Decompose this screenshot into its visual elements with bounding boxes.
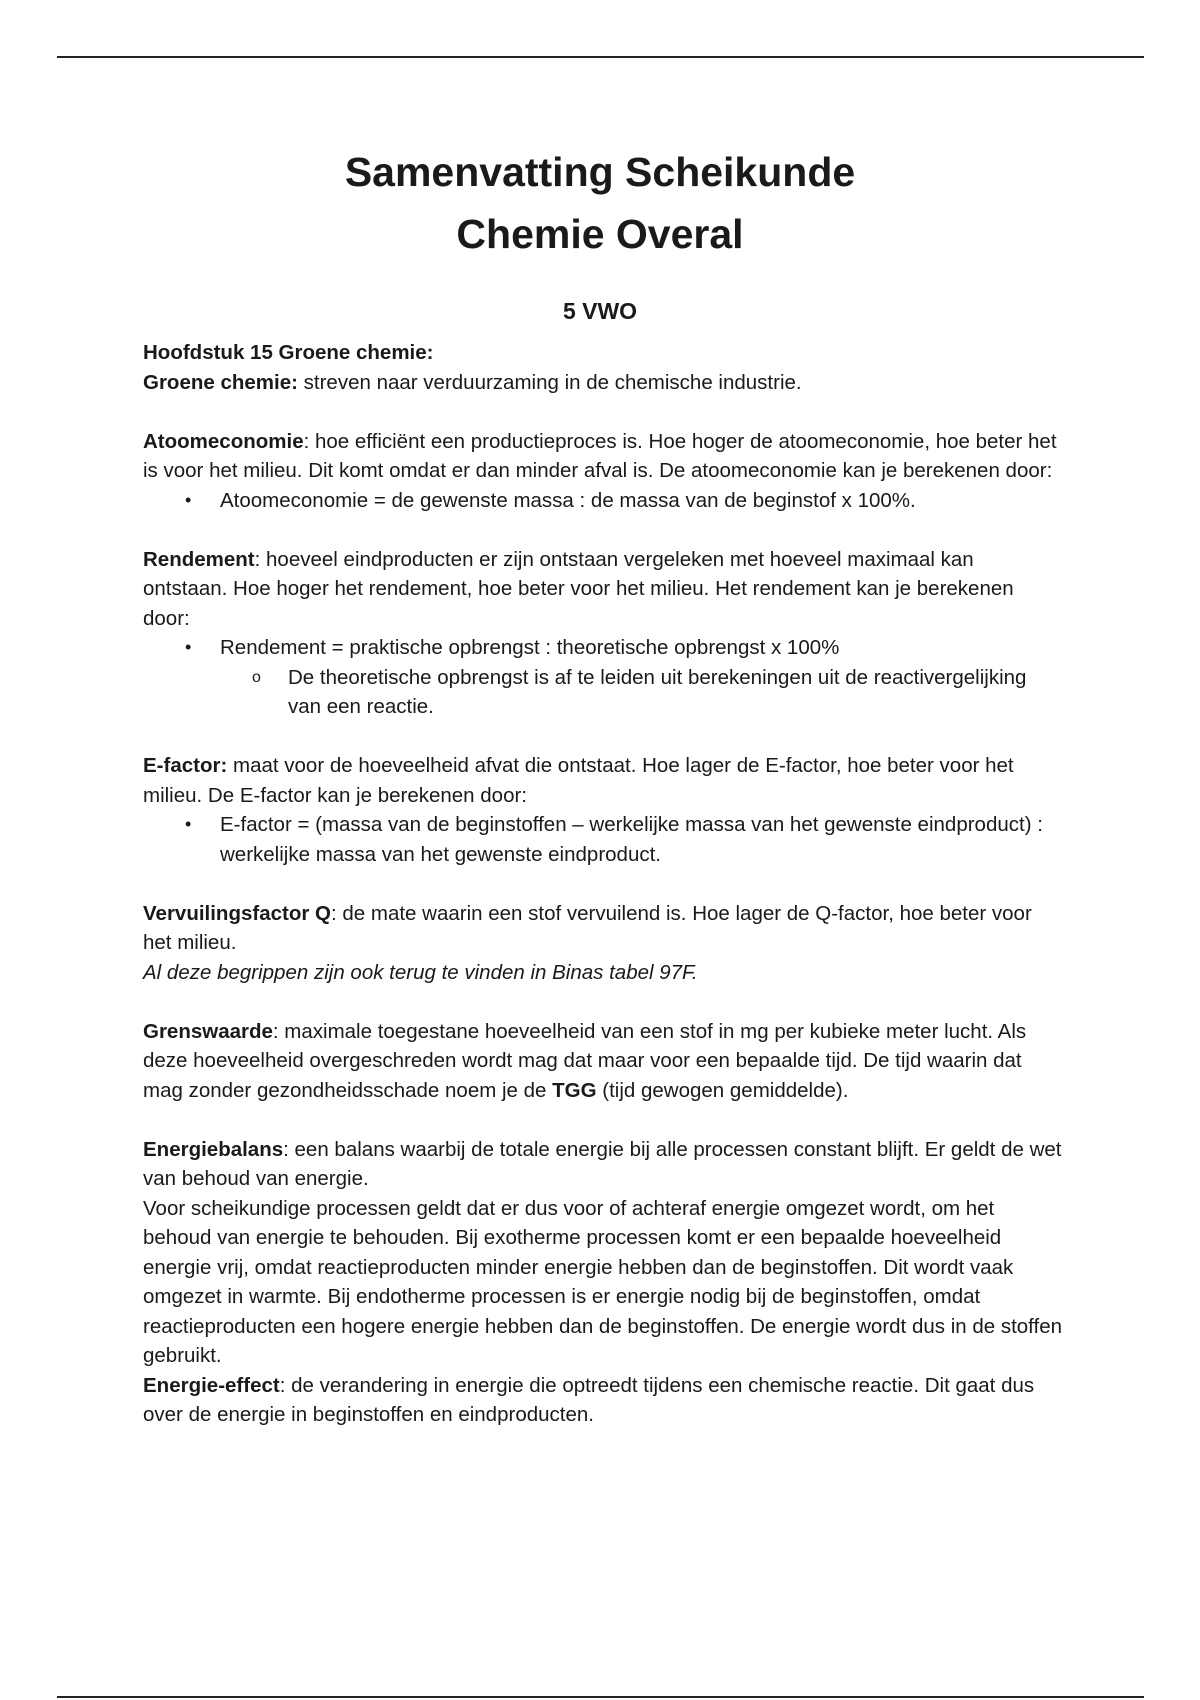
title-line-1: Samenvatting Scheikunde — [344, 149, 856, 195]
bottom-divider — [57, 1696, 1144, 1698]
term-efactor: E-factor: — [143, 754, 228, 777]
paragraph-groene-chemie: Groene chemie: streven naar verduurzaming in de chemische industrie. — [143, 370, 802, 394]
term-groene-chemie: Groene chemie: — [143, 370, 298, 394]
chapter-heading: Hoofdstuk 15 Groene chemie: — [143, 341, 434, 364]
list-item: • E-factor = (massa van de beginstoffen – werkelijke massa van het gewenste eindproduct) : werkelijke massa van het gewenste eindproduct. — [143, 810, 1063, 869]
document-title — [0, 141, 1200, 265]
document-body — [143, 338, 1063, 1430]
bullet-icon: • — [185, 814, 192, 834]
list-item: • Atoomeconomie = de gewenste massa : de massa van de beginstof x 100%. — [143, 486, 1063, 516]
term-energie-effect: Energie-effect — [143, 1373, 280, 1397]
grade-label: 5 VWO — [562, 298, 638, 324]
efactor-list — [143, 810, 1063, 869]
term-vervuilingsfactor: Vervuilingsfactor Q — [143, 901, 331, 925]
top-divider — [57, 56, 1144, 58]
term-tgg: TGG — [552, 1078, 597, 1102]
term-atoomeconomie: Atoomeconomie — [143, 429, 304, 453]
term-energiebalans: Energiebalans — [143, 1137, 284, 1161]
term-rendement: Rendement — [143, 547, 255, 571]
paragraph-energie-processen: Voor scheikundige processen geldt dat er dus voor of achteraf energie omgezet wordt, om het behoud van energie te behouden. Bij exotherme processen komt er een bepaalde hoeveelheid energie vrij, omdat reactieproducten minder energie hebben dan de beginstoffen. Dit wordt vaak omgezet in warmte. Bij endotherme processen is er energie nodig bij de beginstoffen, omdat reactieproducten een hogere energie hebben dan de beginstoffen. De energie wordt dus in de stoffen gebruikt. — [143, 1196, 1063, 1367]
paragraph-energie-effect: Energie-effect: de verandering in energie die optreedt tijdens een chemische reactie. Dit gaat dus over de energie in beginstoffen en eindproducten. — [143, 1373, 1035, 1426]
binas-note: Al deze begrippen zijn ook terug te vinden in Binas tabel 97F. — [143, 960, 698, 984]
paragraph-efactor: E-factor: maat voor de hoeveelheid afvat die ontstaat. Hoe lager de E-factor, hoe beter voor het milieu. De E-factor kan je berekenen door: — [143, 754, 1014, 807]
bullet-icon: • — [185, 637, 192, 657]
atoomeconomie-list — [143, 486, 1063, 516]
paragraph-rendement: Rendement: hoeveel eindproducten er zijn ontstaan vergeleken met hoeveel maximaal kan ontstaan. Hoe hoger het rendement, hoe beter voor het milieu. Het rendement kan je berekenen door: — [143, 547, 1014, 630]
paragraph-vervuilingsfactor: Vervuilingsfactor Q: de mate waarin een stof vervuilend is. Hoe lager de Q-factor, hoe beter voor het milieu. — [143, 901, 1032, 954]
list-item: • Rendement = praktische opbrengst : theoretische opbrengst x 100% o De theoretische opbrengst is af te leiden uit berekeningen uit de reactivergelijking van een reactie. — [143, 633, 1063, 722]
rendement-sublist — [220, 663, 1063, 722]
paragraph-atoomeconomie: Atoomeconomie: hoe efficiënt een productieproces is. Hoe hoger de atoomeconomie, hoe beter het is voor het milieu. Dit komt omdat er dan minder afval is. De atoomeconomie kan je berekenen door: — [143, 429, 1057, 482]
paragraph-grenswaarde: Grenswaarde: maximale toegestane hoeveelheid van een stof in mg per kubieke meter lucht. Als deze hoeveelheid overgeschreden wordt mag dat maar voor een bepaalde tijd. De tijd waarin dat mag zonder gezondheidsschade noem je de TGG (tijd gewogen gemiddelde). — [143, 1019, 1027, 1102]
paragraph-energiebalans: Energiebalans: een balans waarbij de totale energie bij alle processen constant blijft. Er geldt de wet van behoud van energie. — [143, 1137, 1062, 1190]
circle-bullet-icon: o — [252, 668, 261, 686]
rendement-list — [143, 633, 1063, 722]
title-line-2: Chemie Overal — [456, 211, 744, 257]
sub-list-item: o De theoretische opbrengst is af te leiden uit berekeningen uit de reactivergelijking van een reactie. — [220, 663, 1063, 722]
term-grenswaarde: Grenswaarde — [143, 1019, 273, 1043]
bullet-icon: • — [185, 489, 192, 510]
